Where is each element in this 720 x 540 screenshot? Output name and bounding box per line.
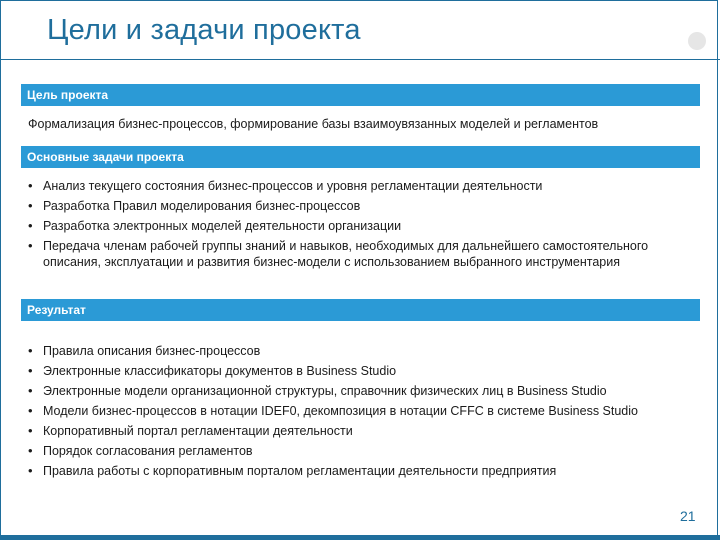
tasks-section-label: Основные задачи проекта: [27, 150, 184, 164]
list-item: • Правила описания бизнес-процессов: [28, 343, 683, 359]
list-item: • Передача членам рабочей группы знаний и навыков, необходимых для дальнейшего самостоятельного описания, эксплуатации и развития бизнес-модели с использованием выбранного инструментария: [28, 238, 683, 270]
tasks-section-header: [21, 146, 700, 168]
tasks-list: [28, 178, 683, 274]
page-number: 21: [680, 508, 696, 524]
list-item: • Правила работы с корпоративным порталом регламентации деятельности предприятия: [28, 463, 683, 479]
decorative-dot: [688, 32, 706, 50]
list-item: • Анализ текущего состояния бизнес-процессов и уровня регламентации деятельности: [28, 178, 683, 194]
page-title: Цели и задачи проекта: [47, 14, 361, 46]
list-item: • Электронные модели организационной структуры, справочник физических лиц в Business Studio: [28, 383, 683, 399]
goal-text: Формализация бизнес-процессов, формирование базы взаимоувязанных моделей и регламентов: [28, 117, 599, 131]
bottom-bar: [0, 535, 720, 540]
title-bar: [0, 0, 720, 60]
result-list: [28, 343, 683, 483]
result-section-label: Результат: [27, 303, 86, 317]
list-item: • Модели бизнес-процессов в нотации IDEF0, декомпозиция в нотации CFFC в системе Business Studio: [28, 403, 683, 419]
list-item: • Разработка электронных моделей деятельности организации: [28, 218, 683, 234]
list-item: • Порядок согласования регламентов: [28, 443, 683, 459]
goal-section-header: [21, 84, 700, 106]
result-section-header: [21, 299, 700, 321]
goal-section-label: Цель проекта: [27, 88, 109, 102]
list-item: • Корпоративный портал регламентации деятельности: [28, 423, 683, 439]
list-item: • Электронные классификаторы документов в Business Studio: [28, 363, 683, 379]
list-item: • Разработка Правил моделирования бизнес-процессов: [28, 198, 683, 214]
